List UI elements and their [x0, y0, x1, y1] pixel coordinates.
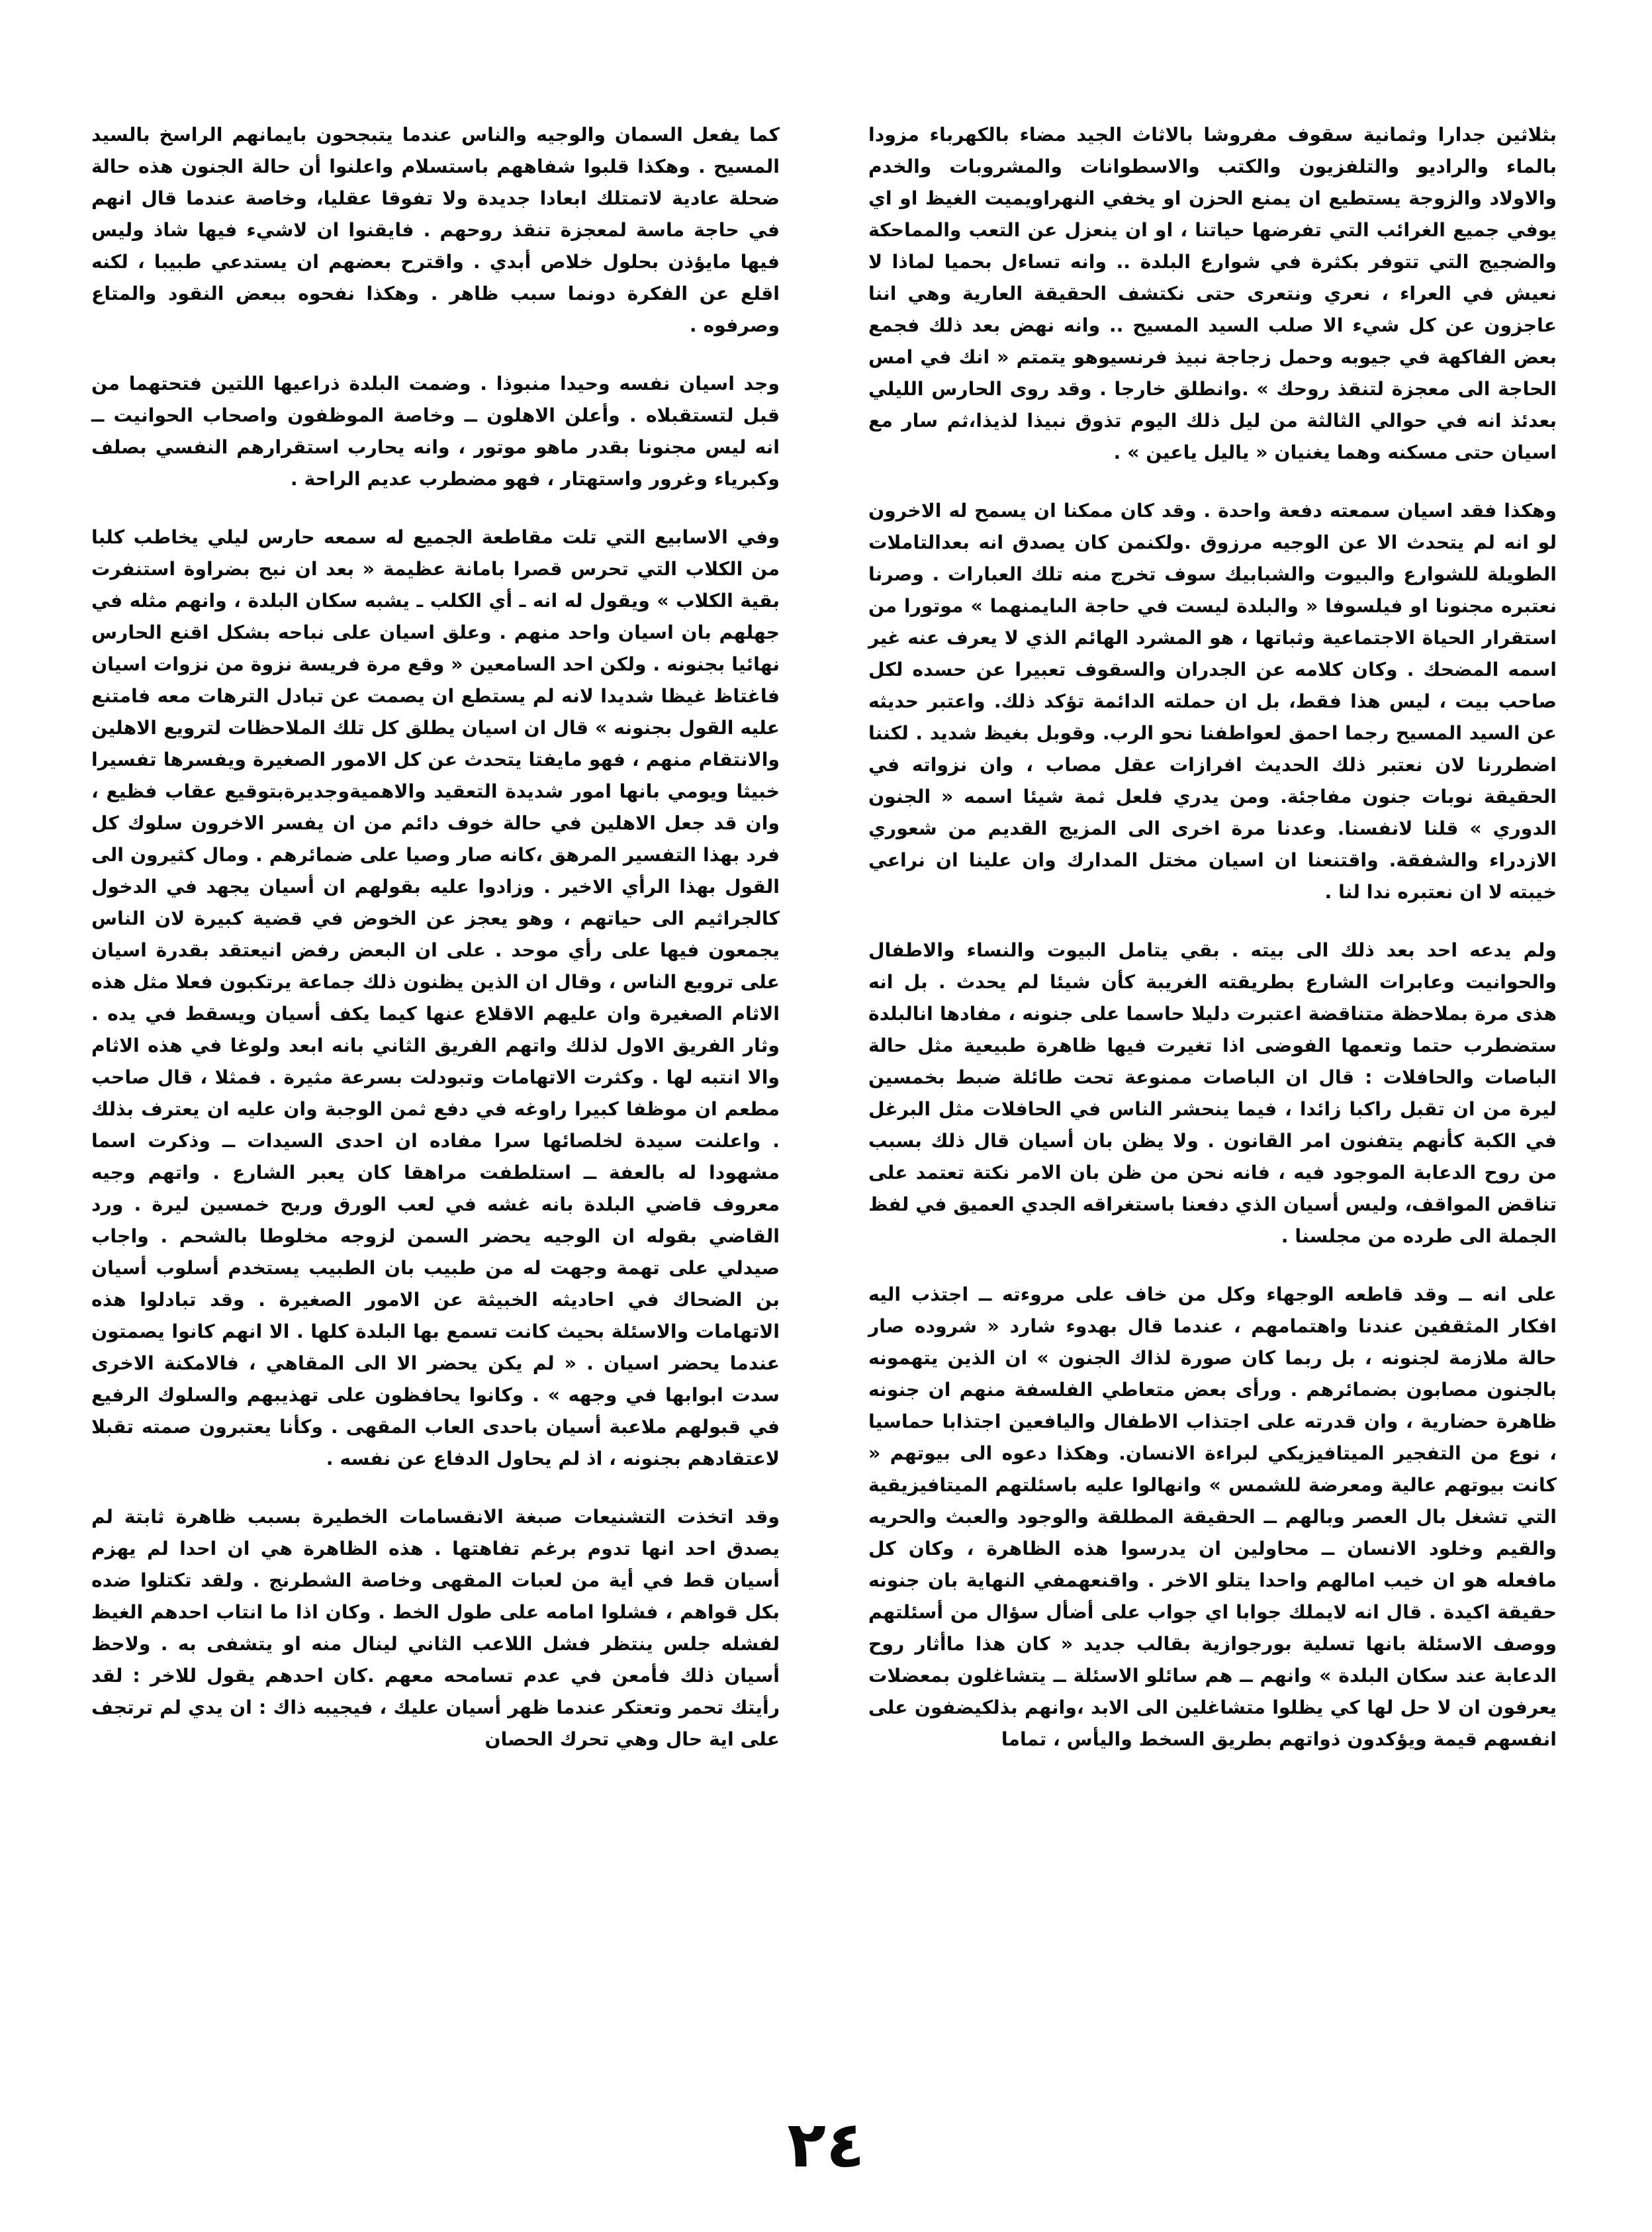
- paragraph: وهكذا فقد اسيان سمعته دفعة واحدة . وقد كان ممكنا ان يسمح له الاخرون لو انه لم يتحدث الا عن الوجيه مرزوق .ولكنمن كان يصدق انه بعدالتاملات الطويلة للشوارع والبيوت والشبابيك سوف تخرج منه تلك العبارات . وصرنا نعتبره مجنونا او فيلسوفا « والبلدة ليست في حاجة الىايمنهما » موتورا من استقرار الحياة الاجتماعية وثباتها ، هو المشرد الهائم الذي لا يعرف عنه غير اسمه المضحك . وكان كلامه عن الجدران والسقوف تعبيرا عن حسده لكل صاحب بيت ، ليس هذا فقط، بل ان حملته الدائمة تؤكد ذلك. واعتبر حديثه عن السيد المسيح رجما احمق لعواطفنا نحو الرب. وقوبل بغيظ شديد . لكننا اضطررنا لان نعتبر ذلك الحديث افرازات عقل مصاب ، وان نزواته في الحقيقة نوبات جنون مفاجئة. ومن يدري فلعل ثمة شيئا اسمه « الجنون الدوري » قلنا لانفسنا. وعدنا مرة اخرى الى المزيج القديم من شعوري الازدراء والشفقة. واقتنعنا ان اسيان مختل المدارك وان علينا ان نراعي خيبته لا ان نعتبره ندا لنا .: [868, 500, 1557, 903]
- paragraph: على انه ــ وقد قاطعه الوجهاء وكل من خاف على مروءته ــ اجتذب اليه افكار المثقفين عندنا واهتمامهم ، عندما قال بهدوء شارد « شروده صار حالة ملازمة لجنونه ، بل ربما كان صورة لذاك الجنون » ان الذين يتهمونه بالجنون مصابون بضمائرهم . ورأى بعض متعاطي الفلسفة منهم ان جنونه ظاهرة حضارية ، وان قدرته على اجتذاب الاطفال واليافعين اجتذابا حماسيا ، نوع من التفجير الميتافيزيكي لبراءة الانسان. وهكذا دعوه الى بيوتهم « كانت بيوتهم عالية ومعرضة للشمس » وانهالوا عليه باسئلتهم الميتافيزيقية التي تشغل بال العصر وبالهم ــ الحقيقة المطلقة والوجود والعبث والحريه والقيم وخلود الانسان ــ محاولين ان يدرسوا هذه الظاهرة ، وكان كل مافعله هو ان خيب امالهم واحدا يتلو الاخر . واقنعهمفي النهاية بان جنونه حقيقة اكيدة . قال انه لايملك جوابا اي جواب على أضأل سؤال من أسئلتهم ووصف الاسئلة بانها تسلية بورجوازية بقالب جديد « كان هذا ماأثار روح الدعابة عند سكان البلدة » وانهم ــ هم سائلو الاسئلة ــ يتشاغلون بمعضلات يعرفون ان لا حل لها كي يظلوا متشاغلين الى الابد ،وانهم بذلكيضفون على انفسهم قيمة ويؤكدون ذواتهم بطريق السخط واليأس ، تماما: [868, 1283, 1557, 1750]
- page-number: ٢٤: [787, 2108, 865, 2182]
- paragraph: وقد اتخذت التشنيعات صبغة الانقسامات الخطيرة بسبب ظاهرة ثابتة لم يصدق احد انها تدوم برغم تفاهتها . هذه الظاهرة هي ان احدا لم يهزم أسيان قط في أية من لعبات المقهى وخاصة الشطرنج . ولقد تكتلوا ضده بكل قواهم ، فشلوا امامه على طول الخط . وكان اذا ما انتاب احدهم الغيظ لفشله جلس ينتظر فشل اللاعب الثاني لينال منه او يتشفى به . ولاحظ أسيان ذلك فأمعن في عدم تسامحه معهم .كان احدهم يقول للاخر : لقد رأيتك تحمر وتعتكر عندما ظهر أسيان عليك ، فيجيبه ذاك : ان يدي لم ترتجف على اية حال وهي تحرك الحصان: [91, 1506, 780, 1750]
- paragraph: وجد اسيان نفسه وحيدا منبوذا . وضمت البلدة ذراعيها اللتين فتحتهما من قبل لتستقبلاه . وأعلن الاهلون ــ وخاصة الموظفون واصحاب الحوانيت ــ انه ليس مجنونا بقدر ماهو موتور ، وانه يحارب استقرارهم النفسي بصلف وكبرياء وغرور واستهتار ، فهو مضطرب عديم الراحة .: [91, 373, 780, 490]
- paragraph: كما يفعل السمان والوجيه والناس عندما يتبجحون بايمانهم الراسخ بالسيد المسيح . وهكذا قلبوا شفاههم باستسلام واعلنوا أن حالة الجنون هذه حالة ضحلة عادية لاتمتلك ابعادا جديدة ولا تفوقا عقليا، وخاصة عندما قال انهم في حاجة ماسة لمعجزة تنقذ روحهم . فايقنوا ان لاشيء فيها شاذ وليس فيها مايؤذن بحلول خلاص أبدي . واقترح بعضهم ان يستدعي طبيبا ، لكنه اقلع عن الفكرة دونما سبب ظاهر . وهكذا نفحوه ببعض النقود والمتاع وصرفوه .: [91, 124, 780, 336]
- paragraph: ولم يدعه احد بعد ذلك الى بيته . بقي يتامل البيوت والنساء والاطفال والحوانيت وعابرات الشارع بطريقته الغريبة كأن شيئا لم يحدث . بل انه هذى مرة بملاحظة متناقضة اعتبرت دليلا حاسما على جنونه ، مفادها انالبلدة ستضطرب حتما وتعمها الفوضى اذا تغيرت فيها ظاهرة طبيعية مثل حالة الباصات والحافلات : قال ان الباصات ممنوعة تحت طائلة ضبط بخمسين ليرة من ان تقبل راكبا زائدا ، فيما ينحشر الناس في الحافلات مثل البرغل في الكبة كأنهم يتفنون امر القانون . ولا يظن بان أسيان قال ذلك بسبب من روح الدعابة الموجود فيه ، فانه نحن من ظن بان الامر نكتة تعتمد على تناقض المواقف، وليس أسيان الذي دفعنا باستغراقه الجدي العميق في لفظ الجملة الى طرده من مجلسنا .: [868, 939, 1557, 1247]
- right-text-column: [868, 119, 1557, 1782]
- paragraph: وفي الاسابيع التي تلت مقاطعة الجميع له سمعه حارس ليلي يخاطب كلبا من الكلاب التي تحرس قصرا بامانة عظيمة « بعد ان نبح بضراوة استنفرت بقية الكلاب » ويقول له انه ـ أي الكلب ـ يشبه سكان البلدة ، وانهم مثله في جهلهم بان اسيان واحد منهم . وعلق اسيان على نباحه بشكل اقنع الحارس نهائيا بجنونه . ولكن احد السامعين « وقع مرة فريسة نزوة من نزوات اسيان فاغتاظ غيظا شديدا لانه لم يستطع ان يصمت عن تبادل الترهات معه فامتنع عليه القول بجنونه » قال ان اسيان يطلق كل تلك الملاحظات لترويع الاهلين والانتقام منهم ، فهو مايفتا يتحدث عن كل الامور الصغيرة ويفسرها تفسيرا خبيثا ويومي بانها امور شديدة التعقيد والاهميةوجديرةبتوقيع عقاب فظيع ، وان قد جعل الاهلين في حالة خوف دائم من ان يفسر الاخرون سلوك كل فرد بهذا التفسير المرهق ،كانه صار وصيا على ضمائرهم . ومال كثيرون الى القول بهذا الرأي الاخير . وزادوا عليه بقولهم ان أسيان يجهد في الدخول كالجراثيم الى حياتهم ، وهو يعجز عن الخوض في قضية كبيرة لان الناس يجمعون فيها على رأي موحد . على ان البعض رفض انيعتقد بقدرة اسيان على ترويع الناس ، وقال ان الذين يظنون ذلك جماعة يرتكبون فعلا مثل هذه الاثام الصغيرة وان عليهم الاقلاع عنها كيما يكف أسيان ويسقط في يده . وثار الفريق الاول لذلك واتهم الفريق الثاني بانه ابعد ولوغا في هذه الاثام والا انتبه لها . وكثرت الاتهامات وتبودلت بسرعة مثيرة . فمثلا ، قال صاحب مطعم ان موظفا كبيرا راوغه في دفع ثمن الوجبة وان عليه ان يعترف بذلك . واعلنت سيدة لخلصائها سرا مفاده ان احدى السيدات ــ وذكرت اسما مشهودا له بالعفة ــ استلطفت مراهقا كان يعبر الشارع . واتهم وجيه معروف قاضي البلدة بانه غشه في لعب الورق وربح خمسين ليرة . ورد القاضي بقوله ان الوجيه يحضر السمن لزوجه مخلوطا بالشحم . واجاب صيدلي على تهمة وجهت له من طبيب بان الطبيب يستخدم أسلوب أسيان بن الضحاك في احاديثه الخبيثة عن الامور الصغيرة . وقد تبادلوا هذه الاتهامات والاسئلة بحيث كانت تسمع بها البلدة كلها . الا انهم كانوا يصمتون عندما يحضر اسيان . « لم يكن يحضر الا الى المقاهي ، فالامكنة الاخرى سدت ابوابها في وجهه » . وكانوا يحافظون على تهذيبهم والسلوك الرفيع في قبولهم ملاعبة أسيان باحدى العاب المقهى . وكأنا يعتبرون صمته تقبلا لاعتقادهم بجنونه ، اذ لم يحاول الدفاع عن نفسه .: [91, 526, 780, 1469]
- paragraph: بثلاثين جدارا وثمانية سقوف مفروشا بالاثاث الجيد مضاء بالكهرباء مزودا بالماء والراديو والتلفزيون والكتب والاسطوانات والمشروبات والخدم والاولاد والزوجة يستطيع ان يمنع الحزن او يخفي النهراويميت الغيظ او اي يوفي جميع الغرائب التي تفرضها حياتنا ، او ان ينعزل عن التعب والمماحكة والضجيج التي تتوفر بكثرة في شوارع البلدة .. وانه تساءل بحميا لماذا لا نعيش في العراء ، نعري ونتعرى حتى نكتشف الحقيقة العارية وهي اننا عاجزون عن كل شيء الا صلب السيد المسيح .. وانه نهض بعد ذلك فجمع بعض الفاكهة في جيوبه وحمل زجاجة نبيذ فرنسيوهو يتمتم « انك في امس الحاجة الى معجزة لتنقذ روحك » .وانطلق خارجا . وقد روى الحارس الليلي بعدئذ انه في حوالي الثالثة من ليل ذلك اليوم تذوق نبيذا لذيذا،ثم سار مع اسيان حتى مسكنه وهما يغنيان « ياليل ياعين » .: [868, 124, 1557, 463]
- left-text-column: [91, 119, 780, 1782]
